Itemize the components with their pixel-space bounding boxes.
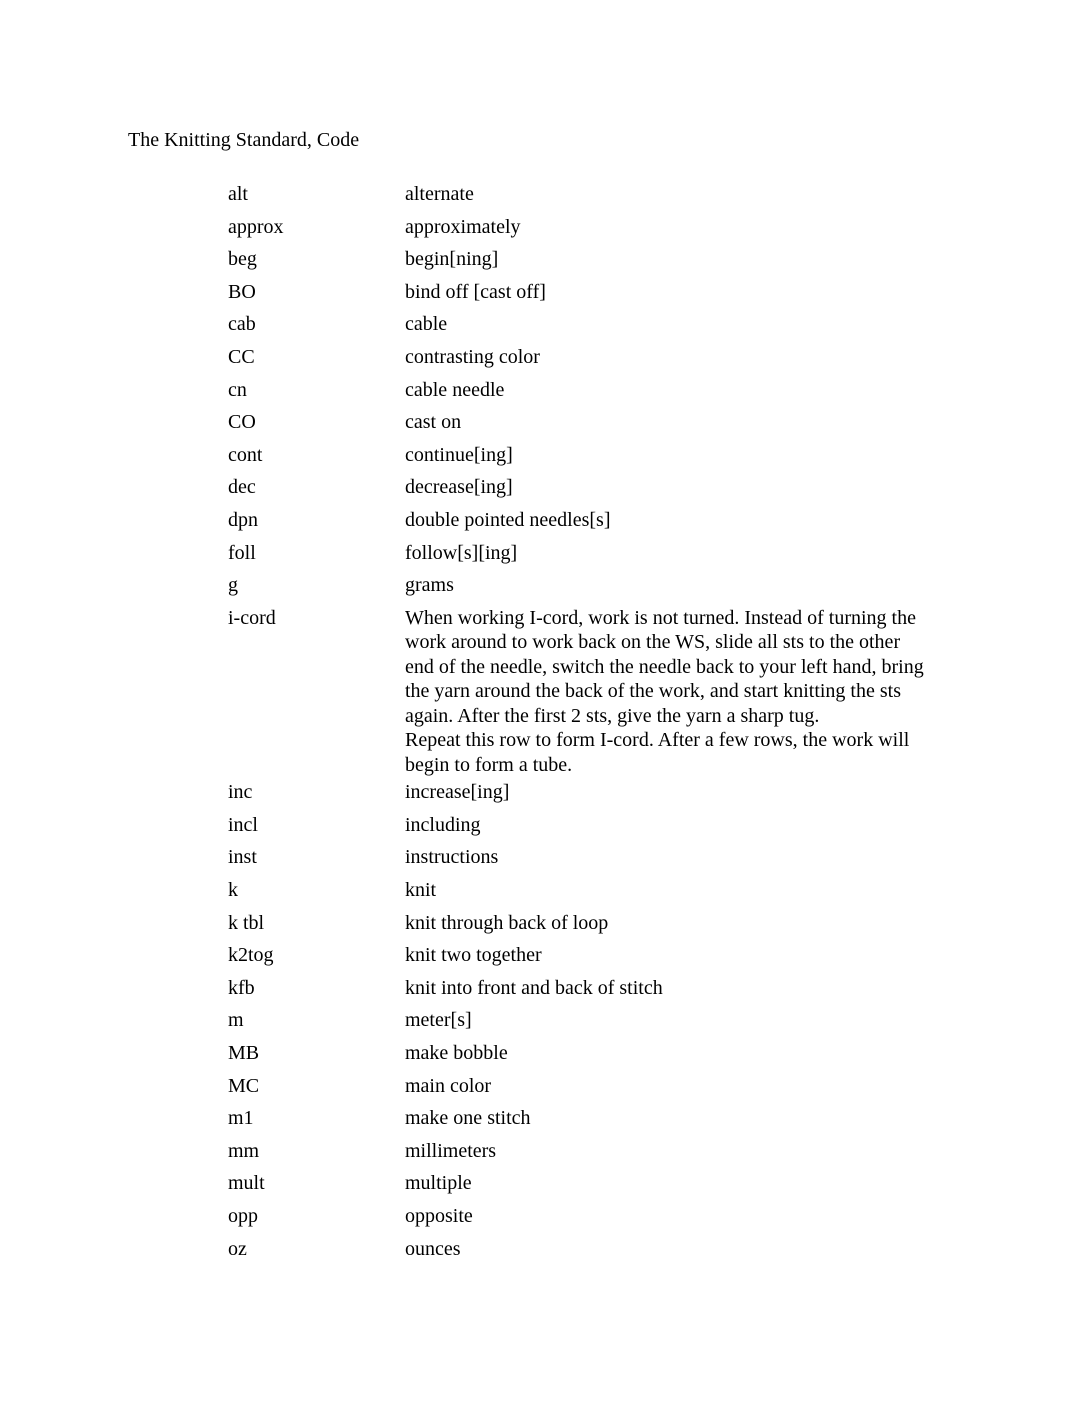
glossary-term: mult	[228, 1172, 265, 1195]
glossary-row	[228, 375, 988, 408]
glossary-definition	[405, 603, 988, 778]
glossary-definition-line: meter[s]	[405, 1009, 472, 1032]
glossary-definition	[405, 1103, 988, 1131]
glossary-term: foll	[228, 541, 256, 564]
glossary-term: k	[228, 879, 238, 901]
glossary-row	[228, 1005, 988, 1038]
glossary-term: BO	[228, 280, 256, 303]
glossary-definition	[405, 1038, 988, 1066]
glossary-definition	[405, 505, 988, 533]
glossary-row	[228, 940, 988, 973]
glossary-definition-line: cable	[405, 313, 448, 336]
glossary-term: i-cord	[228, 606, 276, 629]
glossary-term: k2tog	[228, 944, 274, 967]
glossary-definition-line: knit	[405, 879, 437, 901]
glossary-row	[228, 277, 988, 310]
glossary-definition	[405, 1071, 988, 1099]
glossary-definition-line: end of the needle, switch the needle back to your left hand, bring	[405, 655, 924, 678]
glossary-definition-line: the yarn around the back of the work, and start knitting the sts	[405, 680, 901, 703]
glossary-definition	[405, 538, 988, 566]
glossary-definition-line: decrease[ing]	[405, 476, 513, 499]
glossary-definition-line: multiple	[405, 1172, 472, 1195]
glossary-definition-line: approximately	[405, 215, 521, 238]
glossary-definition-line: main color	[405, 1074, 492, 1097]
glossary-definition	[405, 973, 988, 1001]
glossary-row	[228, 908, 988, 941]
glossary-term: mm	[228, 1139, 260, 1162]
glossary-definition	[405, 1168, 988, 1196]
glossary-row	[228, 407, 988, 440]
glossary-definition	[405, 908, 988, 936]
glossary-term: m	[228, 1009, 244, 1032]
glossary-term: k tbl	[228, 911, 265, 934]
glossary-row	[228, 1234, 988, 1267]
glossary-definition	[405, 407, 988, 435]
glossary-term: MB	[228, 1041, 260, 1064]
glossary-definition-line: opposite	[405, 1204, 473, 1227]
glossary-definition	[405, 810, 988, 838]
glossary-row	[228, 309, 988, 342]
glossary-definition-line: Repeat this row to form I-cord. After a few rows, the work will	[405, 729, 910, 752]
glossary-row	[228, 1168, 988, 1201]
glossary-definition-line: make one stitch	[405, 1107, 531, 1130]
glossary-term: inst	[228, 846, 257, 869]
abbreviation-glossary	[228, 179, 988, 1266]
glossary-row	[228, 603, 988, 778]
glossary-definition	[405, 309, 988, 337]
glossary-term: CO	[228, 411, 256, 434]
glossary-definition-line: knit into front and back of stitch	[405, 976, 663, 999]
glossary-definition	[405, 277, 988, 305]
glossary-term: g	[228, 574, 238, 597]
glossary-row	[228, 875, 988, 908]
glossary-row	[228, 810, 988, 843]
glossary-definition	[405, 375, 988, 403]
glossary-definition-line: knit two together	[405, 944, 542, 967]
glossary-row	[228, 1038, 988, 1071]
glossary-term: opp	[228, 1204, 258, 1227]
glossary-definition	[405, 777, 988, 805]
glossary-row	[228, 440, 988, 473]
glossary-definition	[405, 244, 988, 272]
glossary-definition-line: begin[ning]	[405, 248, 499, 271]
glossary-definition	[405, 1234, 988, 1262]
glossary-definition-line: knit through back of loop	[405, 911, 609, 934]
glossary-definition-line: cable needle	[405, 378, 505, 401]
glossary-definition	[405, 1005, 988, 1033]
glossary-definition-line: begin to form a tube.	[405, 753, 573, 776]
glossary-row	[228, 505, 988, 538]
glossary-row	[228, 570, 988, 603]
glossary-definition	[405, 842, 988, 870]
glossary-row	[228, 777, 988, 810]
glossary-row	[228, 1103, 988, 1136]
glossary-definition	[405, 179, 988, 207]
glossary-row	[228, 472, 988, 505]
glossary-definition-line: bind off [cast off]	[405, 280, 546, 303]
glossary-definition	[405, 940, 988, 968]
glossary-row	[228, 342, 988, 375]
glossary-definition-line: ounces	[405, 1237, 461, 1260]
glossary-definition	[405, 875, 988, 903]
glossary-definition-line: follow[s][ing]	[405, 541, 518, 564]
glossary-term: m1	[228, 1107, 254, 1130]
glossary-term: MC	[228, 1074, 260, 1097]
glossary-definition-line: make bobble	[405, 1041, 508, 1064]
glossary-definition	[405, 212, 988, 240]
glossary-row	[228, 1071, 988, 1104]
glossary-term: cont	[228, 443, 263, 466]
glossary-definition-line: alternate	[405, 183, 474, 205]
glossary-definition-line: grams	[405, 574, 454, 597]
glossary-definition	[405, 1136, 988, 1164]
glossary-term: dpn	[228, 508, 258, 531]
glossary-definition	[405, 342, 988, 370]
glossary-term: cn	[228, 378, 247, 401]
glossary-row	[228, 244, 988, 277]
glossary-definition-line: When working I-cord, work is not turned. Instead of turning the	[405, 606, 916, 629]
glossary-definition-line: double pointed needles[s]	[405, 508, 611, 531]
glossary-row	[228, 1201, 988, 1234]
glossary-definition-line: including	[405, 813, 481, 836]
glossary-row	[228, 538, 988, 571]
glossary-definition	[405, 1201, 988, 1229]
glossary-row	[228, 973, 988, 1006]
glossary-definition-line: increase[ing]	[405, 781, 510, 804]
glossary-term: CC	[228, 345, 255, 368]
glossary-term: beg	[228, 248, 257, 271]
glossary-definition	[405, 570, 988, 598]
glossary-term: kfb	[228, 976, 255, 999]
glossary-definition-line: instructions	[405, 846, 499, 869]
glossary-row	[228, 212, 988, 245]
glossary-definition	[405, 472, 988, 500]
glossary-row	[228, 1136, 988, 1169]
glossary-definition-line: cast on	[405, 411, 462, 434]
glossary-term: alt	[228, 183, 248, 205]
glossary-term: approx	[228, 215, 284, 238]
glossary-definition-line: work around to work back on the WS, slide all sts to the other	[405, 631, 901, 654]
page-title: The Knitting Standard, Code	[128, 129, 360, 151]
glossary-definition-line: again. After the first 2 sts, give the yarn a sharp tug.	[405, 704, 820, 727]
glossary-term: inc	[228, 781, 253, 804]
glossary-definition-line: continue[ing]	[405, 443, 513, 466]
glossary-definition-line: contrasting color	[405, 345, 540, 368]
glossary-term: oz	[228, 1237, 247, 1260]
glossary-definition	[405, 440, 988, 468]
glossary-term: dec	[228, 476, 256, 499]
glossary-row	[228, 842, 988, 875]
glossary-row	[228, 179, 988, 212]
glossary-definition-line: millimeters	[405, 1139, 497, 1162]
glossary-term: incl	[228, 813, 258, 836]
glossary-term: cab	[228, 313, 256, 336]
